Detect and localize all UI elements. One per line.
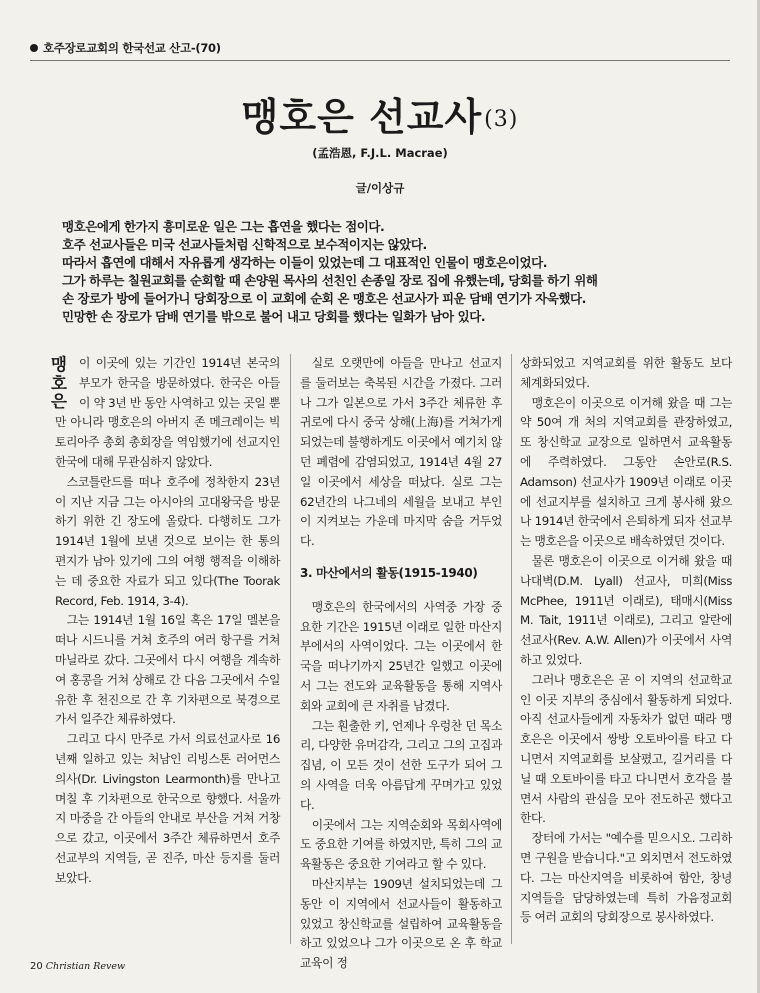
body-column-2 [300, 354, 502, 971]
body-paragraph: 맹호은이 이곳으로 이거해 왔을 때 그는 약 50여 개 처의 지역교회를 관장하였고, 또 창신학교 교장으로 일하면서 교육활동에 주력하였다. 그동안 손안로(R.S. Adamson) 선교사가 1909년 이래로 이곳에 선교지부를 설치하고 크게 봉사해 왔으나 1914년 한국에서 은퇴하게 되자 선교부는 맹호은을 이곳으로 배속하였던 것이다. [520, 395, 732, 549]
drop-cap-char: 호 [51, 373, 67, 393]
body-paragraph: 장터에 가서는 "예수를 믿으시오. 그리하면 구원을 받습니다."고 외치면서 전도하였다. 그는 마산지역을 비롯하여 함안, 창녕 지역들을 담당하였는데 특히 가음정교회 등 여러 교회의 당회장으로 봉사하였다. [520, 831, 732, 925]
series-header [30, 40, 221, 56]
magazine-name: Christian Revew [45, 961, 126, 972]
body-paragraph: 이곳에서 그는 지역순회와 목회사역에도 중요한 기여를 하였지만, 특히 그의 교육활동은 중요한 기여라고 할 수 있다. [300, 817, 502, 872]
body-paragraph: 스코틀란드를 떠나 호주에 정착한지 23년이 지난 지금 그는 아시아의 고대왕국을 방문하기 위한 긴 장도에 올랐다. 다행히도 그가 1914년 1월에 보낸 것으로 보이는 한 통의 편지가 남아 있기에 그의 여행 행적을 이해하는 데 중요한 자료가 되고 있다(The Toorak Record, Feb. 1914, 3-4). [55, 474, 280, 608]
section-heading: 3. 마산에서의 활동(1915-1940) [300, 565, 478, 580]
article-title [0, 86, 760, 141]
intro-line: 맹호은에게 한가지 흥미로운 일은 그는 흡연을 했다는 점이다. [62, 219, 385, 234]
body-paragraph [51, 354, 280, 473]
intro-line: 그가 하루는 칠원교회를 순회할 때 손양원 목사의 선친인 손종일 장로 집에 유했는데, 당회를 하기 위해 [62, 273, 598, 288]
drop-cap [51, 356, 73, 412]
paragraph-text: 이 이곳에 있는 기간인 1914년 본국의 부모가 한국을 방문하였다. 한국은 아들이 약 3년 반 동안 사역하고 있는 곳일 뿐만 아니라 맹호은의 아버지 존 메크레이는 빅토리아주 총회 총회장을 역임했기에 선교지인 한국에 대해 무관심하지 않았다. [55, 356, 280, 469]
body-paragraph: 실로 오랫만에 아들을 만나고 선교지를 둘러보는 축복된 시간을 가졌다. 그러나 그가 일본으로 가서 3주간 체류한 후 귀로에 다시 중국 상해(上海)를 거쳐가게 되었는데 불행하게도 이곳에서 예기치 않던 폐렴에 감염되었고, 1914년 4월 27일 이곳에서 세상을 떠났다. 실로 그는 62년간의 나그네의 세월을 보내고 부인이 지켜보는 가운데 마지막 숨을 거두었다. [300, 356, 502, 549]
intro-line: 호주 선교사들은 미국 선교사들처럼 신학적으로 보수적이지는 않았다. [62, 237, 427, 252]
author-byline: 글/이상규 [355, 181, 405, 195]
intro-line: 따라서 흡연에 대해서 자유롭게 생각하는 이들이 있었는데 그 대표적인 인물이 맹호은이었다. [62, 255, 548, 270]
intro-line: 민망한 손 장로가 담배 연기를 밖으로 불어 내고 당회를 했다는 일화가 남아 있다. [62, 309, 486, 324]
header-rule [30, 60, 730, 61]
body-paragraph: 마산지부는 1909년 설치되었는데 그동안 이 지역에서 선교사들이 활동하고 있었고 창신학교를 설립하여 교육활동을 하고 있었으나 그가 이곳으로 온 후 학교 교육이 정 [300, 876, 502, 971]
intro-paragraph [62, 218, 702, 326]
body-paragraph: 그는 1914년 1월 16일 혹은 17일 멜본을 떠나 시드니를 거쳐 호주의 여러 항구를 거쳐 마닐라로 갔다. 그곳에서 다시 여행을 계속하여 홍콩을 거쳐 상해로 간 다음 그곳에서 수일 유한 후 천진으로 간 후 기차편으로 북경으로 가서 일주간 체류하였다. [55, 613, 280, 727]
body-column-1 [51, 354, 280, 944]
title-number: (3) [484, 107, 519, 132]
article-subtitle: (孟浩恩, F.J.L. Macrae) [312, 146, 448, 160]
column-divider [511, 354, 512, 944]
body-paragraph: 물론 맹호은이 이곳으로 이거해 왔을 때 나대벽(D.M. Lyall) 선교사, 미희(Miss McPhee, 1911년 이래로), 태매시(Miss M. Tait, 1911년 이래로), 그리고 알란에 선교사(Rev. A.W. Allen)가 이곳에서 사역하고 있었다. [520, 553, 732, 667]
page-number: 20 [30, 961, 43, 972]
bullet-icon [30, 44, 38, 52]
series-label: 호주장로교회의 한국선교 산고-(70) [43, 41, 221, 55]
body-paragraph: 상화되었고 지역교회를 위한 활동도 보다 체계화되었다. [520, 356, 732, 390]
drop-cap-char: 맹 [51, 355, 67, 374]
page-footer [30, 961, 125, 972]
body-paragraph: 그는 훤출한 키, 언제나 우렁찬 던 목소리, 다양한 유머감각, 그리고 그의 고집과 집념, 이 모든 것이 선한 도구가 되어 그의 사역을 더욱 아름답게 꾸며가고 있었다. [300, 718, 502, 812]
body-paragraph: 그리고 다시 만주로 가서 의료선교사로 16년째 일하고 있는 처남인 리빙스톤 러어먼스 의사(Dr. Livingston Learmonth)를 만나고 며칠 후 기차편으로 한국으로 향했다. 서울까지 마중을 간 아들의 안내로 부산을 거쳐 거창으로 갔고, 이곳에서 3주간 체류하면서 호주 선교부의 지역들, 곧 진주, 마산 등지를 둘러보았다. [55, 732, 280, 885]
body-paragraph: 그러나 맹호은은 곧 이 지역의 선교학교인 이곳 지부의 중심에서 활동하게 되었다. 아직 선교사들에게 자동차가 없던 때라 맹호은은 이곳에서 쌍방 오토바이를 타고 다니면서 지역교회를 보살폈고, 길거리를 다닐 때 오토바이를 타고 다니면서 호각을 불면서 사람의 관심을 모아 전도하곤 했다고 한다. [520, 672, 732, 826]
intro-line: 손 장로가 방에 들어가니 당회장으로 이 교회에 순회 온 맹호은 선교사가 피운 담배 연기가 자욱했다. [62, 291, 586, 306]
body-paragraph: 맹호은의 한국에서의 사역중 가장 중요한 기간은 1915년 이래로 일한 마산지부에서의 사역이었다. 그는 이곳에서 한국을 떠나기까지 25년간 일했고 이곳에서 그는 전도와 교육활동을 통해 지역사회와 교회에 큰 자취를 남겼다. [300, 599, 502, 713]
column-divider [290, 354, 291, 944]
drop-cap-char: 은 [51, 392, 67, 411]
title-main: 맹호은 선교사 [241, 94, 483, 139]
body-column-3 [520, 354, 732, 944]
